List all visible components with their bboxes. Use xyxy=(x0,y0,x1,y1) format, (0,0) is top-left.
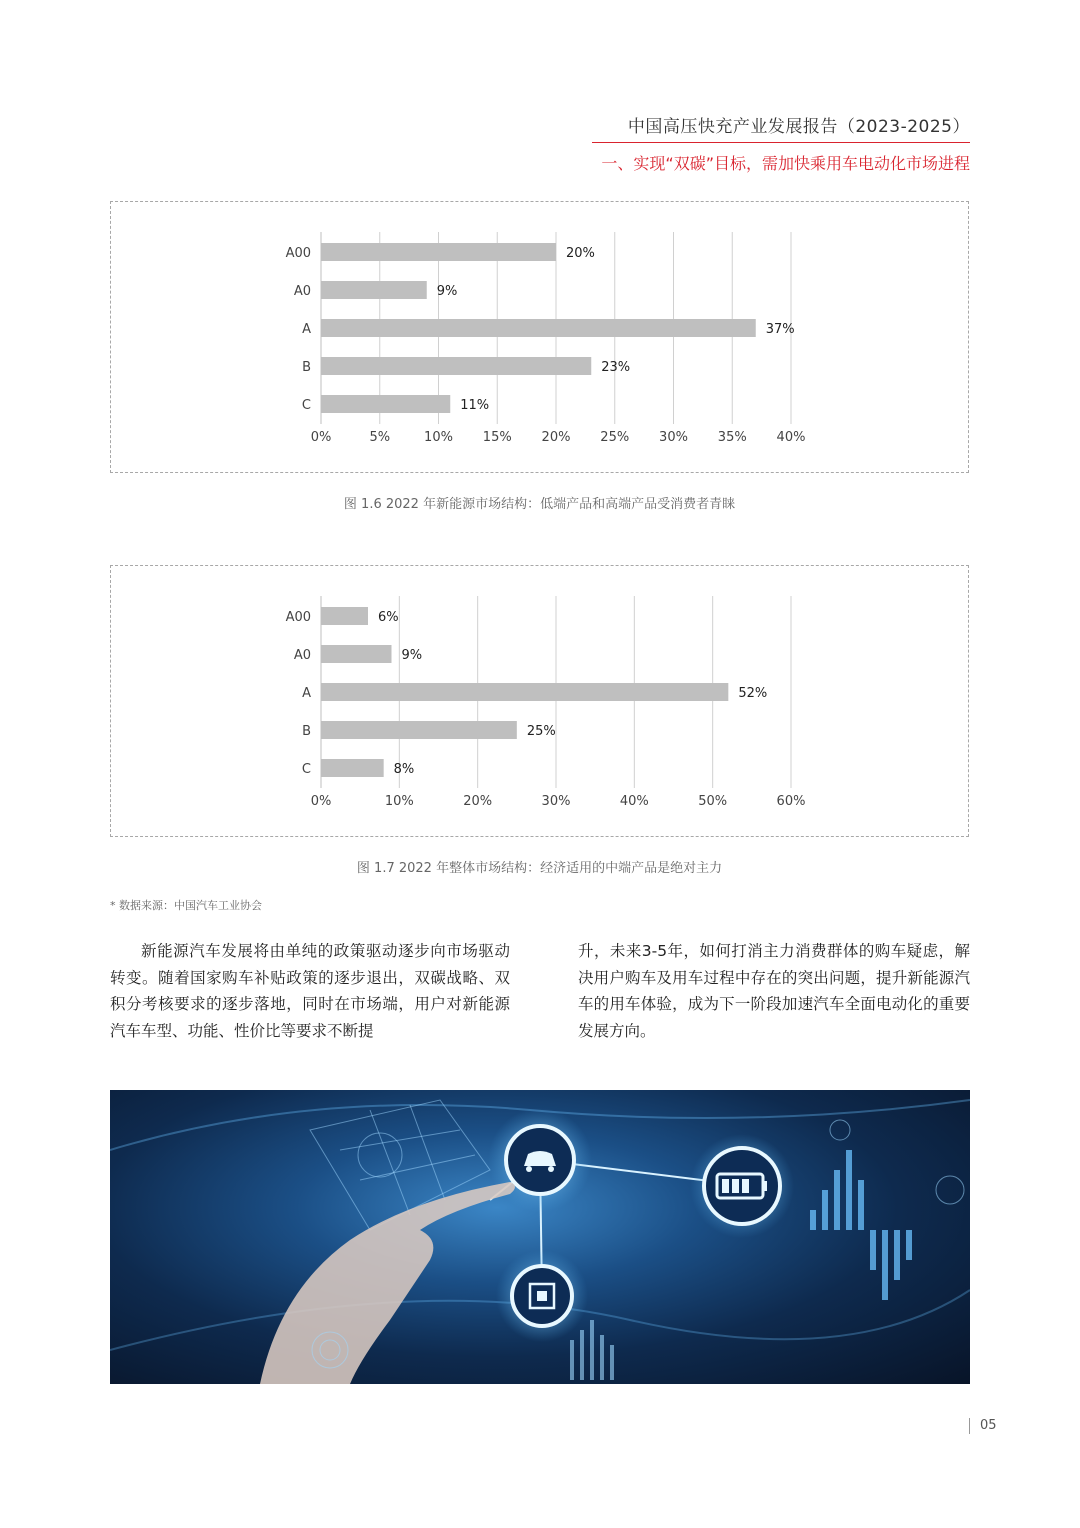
data-label: 25% xyxy=(526,724,556,739)
body-paragraph-left: 新能源汽车发展将由单纯的政策驱动逐步向市场驱动转变。随着国家购车补贴政策的逐步退出，双碳战略、双积分考核要求的逐步落地，同时在市场端，用户对新能源汽车车型、功能、性价比等要求不断提 xyxy=(110,942,510,1040)
header-divider xyxy=(592,142,970,143)
bar xyxy=(321,243,556,261)
x-tick-label: 25% xyxy=(600,430,630,445)
section-title: 一、实现“双碳”目标，需加快乘用车电动化市场进程 xyxy=(601,154,970,173)
x-tick-label: 0% xyxy=(310,430,332,445)
category-label: A xyxy=(302,686,311,701)
bar xyxy=(321,721,517,739)
data-label: 9% xyxy=(436,284,458,299)
x-tick-label: 35% xyxy=(717,430,747,445)
ev-hud-illustration xyxy=(110,1090,970,1384)
hand-graphic xyxy=(260,1182,515,1384)
category-label: B xyxy=(302,724,311,739)
category-label: B xyxy=(302,360,311,375)
data-label: 11% xyxy=(460,398,490,413)
data-source-note: * 数据来源：中国汽车工业协会 xyxy=(110,899,262,912)
x-tick-label: 40% xyxy=(619,794,649,809)
bar xyxy=(321,759,384,777)
x-tick-label: 20% xyxy=(541,430,571,445)
body-paragraph-right: 升，未来3-5年，如何打消主力消费群体的购车疑虑，解决用户购车及用车过程中存在的突出问题，提升新能源汽车的用车体验，成为下一阶段加速汽车全面电动化的重要发展方向。 xyxy=(578,942,970,1040)
data-label: 6% xyxy=(378,610,399,625)
category-label: C xyxy=(301,762,311,777)
bar xyxy=(321,607,368,625)
bar xyxy=(321,357,591,375)
data-label: 20% xyxy=(566,246,595,261)
data-label: 23% xyxy=(601,360,631,375)
x-tick-label: 50% xyxy=(698,794,728,809)
map-grid-graphic xyxy=(310,1100,490,1230)
x-tick-label: 0% xyxy=(310,794,332,809)
data-label: 9% xyxy=(401,648,423,663)
report-title: 中国高压快充产业发展报告（2023-2025） xyxy=(627,117,970,137)
x-tick-label: 60% xyxy=(776,794,806,809)
category-label: A0 xyxy=(293,648,311,663)
x-tick-label: 15% xyxy=(482,430,512,445)
ev-touchscreen-photo xyxy=(110,1090,970,1384)
x-tick-label: 30% xyxy=(541,794,571,809)
chart-2-svg xyxy=(111,566,970,838)
chart-new-energy-market-structure xyxy=(110,201,969,473)
chart-2-caption: 图 1.7 2022 年整体市场结构：经济适用的中端产品是绝对主力 xyxy=(356,861,723,876)
chart-1-caption: 图 1.6 2022 年新能源市场结构：低端产品和高端产品受消费者青睐 xyxy=(343,497,736,512)
category-label: A00 xyxy=(285,246,311,261)
bar xyxy=(321,281,427,299)
bar xyxy=(321,395,450,413)
data-label: 8% xyxy=(393,762,415,777)
waveform-graphic xyxy=(810,1150,912,1300)
chart-1-svg xyxy=(111,202,970,474)
category-label: A00 xyxy=(285,610,311,625)
bar xyxy=(321,645,392,663)
category-label: C xyxy=(301,398,311,413)
bar xyxy=(321,683,728,701)
page-number: 05 xyxy=(969,1418,997,1434)
category-label: A0 xyxy=(293,284,311,299)
x-tick-label: 10% xyxy=(424,430,453,445)
x-tick-label: 20% xyxy=(463,794,493,809)
data-label: 52% xyxy=(738,686,768,701)
bar xyxy=(321,319,756,337)
x-tick-label: 40% xyxy=(776,430,806,445)
category-label: A xyxy=(302,322,311,337)
x-tick-label: 30% xyxy=(659,430,688,445)
x-tick-label: 5% xyxy=(369,430,391,445)
chart-overall-market-structure xyxy=(110,565,969,837)
x-tick-label: 10% xyxy=(384,794,414,809)
data-label: 37% xyxy=(765,322,795,337)
